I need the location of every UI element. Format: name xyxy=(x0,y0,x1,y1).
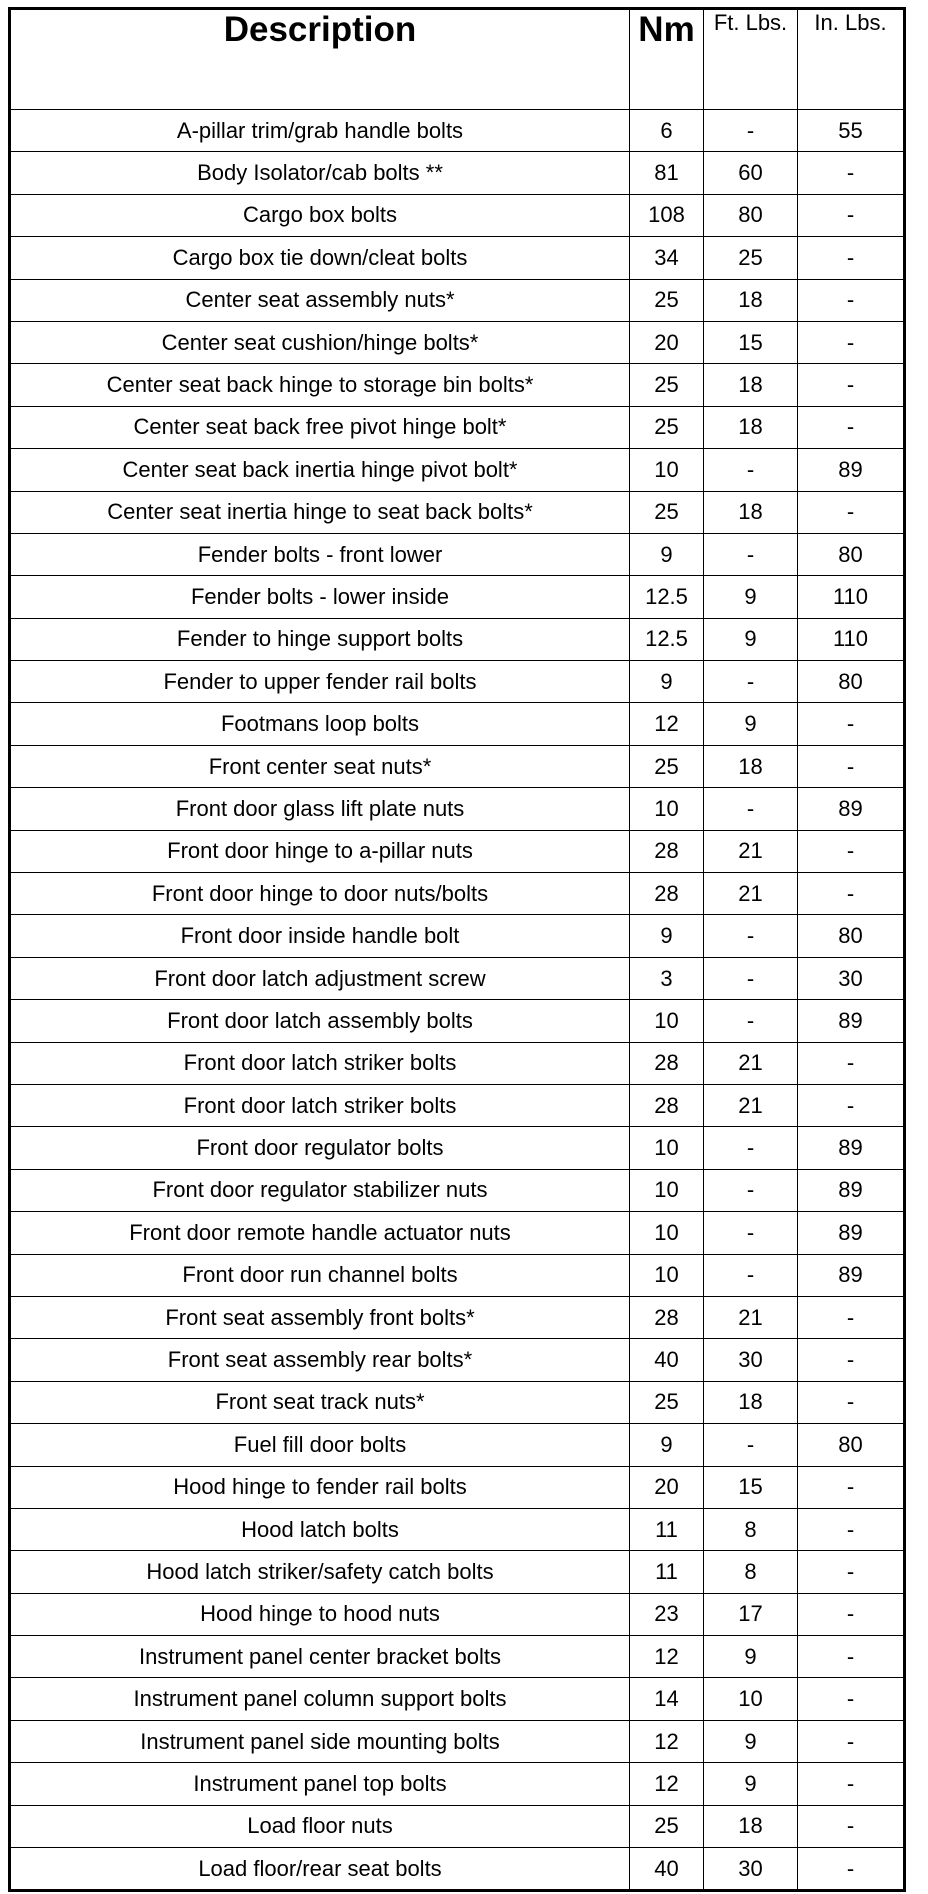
table-row xyxy=(10,1084,905,1126)
cell-ft-lbs: 18 xyxy=(704,745,798,787)
cell-nm: 28 xyxy=(630,1084,704,1126)
cell-in-lbs: 89 xyxy=(798,1169,905,1211)
cell-in-lbs: - xyxy=(798,745,905,787)
cell-nm: 6 xyxy=(630,110,704,152)
cell-description: Front door latch adjustment screw xyxy=(10,957,630,999)
table-row xyxy=(10,1000,905,1042)
cell-in-lbs: - xyxy=(798,1720,905,1762)
cell-in-lbs: - xyxy=(798,1678,905,1720)
cell-nm: 40 xyxy=(630,1848,704,1891)
cell-ft-lbs: 30 xyxy=(704,1339,798,1381)
table-row xyxy=(10,1508,905,1550)
table-row xyxy=(10,1424,905,1466)
cell-description: Cargo box bolts xyxy=(10,194,630,236)
cell-in-lbs: - xyxy=(798,1296,905,1338)
cell-ft-lbs: 17 xyxy=(704,1593,798,1635)
cell-in-lbs: - xyxy=(798,1763,905,1805)
table-row xyxy=(10,1296,905,1338)
cell-description: Front door inside handle bolt xyxy=(10,915,630,957)
header-description: Description xyxy=(10,9,630,110)
cell-in-lbs: 89 xyxy=(798,1254,905,1296)
cell-description: Center seat cushion/hinge bolts* xyxy=(10,321,630,363)
cell-in-lbs: 55 xyxy=(798,110,905,152)
cell-ft-lbs: - xyxy=(704,449,798,491)
cell-ft-lbs: - xyxy=(704,1169,798,1211)
cell-ft-lbs: 25 xyxy=(704,237,798,279)
cell-nm: 9 xyxy=(630,661,704,703)
cell-nm: 9 xyxy=(630,533,704,575)
cell-nm: 25 xyxy=(630,406,704,448)
cell-description: Front seat assembly front bolts* xyxy=(10,1296,630,1338)
table-row xyxy=(10,449,905,491)
cell-nm: 23 xyxy=(630,1593,704,1635)
cell-ft-lbs: 80 xyxy=(704,194,798,236)
torque-spec-table xyxy=(8,7,906,1892)
cell-in-lbs: - xyxy=(798,406,905,448)
cell-in-lbs: - xyxy=(798,1339,905,1381)
cell-nm: 28 xyxy=(630,1042,704,1084)
cell-ft-lbs: 21 xyxy=(704,1296,798,1338)
table-row xyxy=(10,1805,905,1847)
cell-description: Front door hinge to door nuts/bolts xyxy=(10,873,630,915)
cell-in-lbs: - xyxy=(798,1042,905,1084)
cell-in-lbs: - xyxy=(798,703,905,745)
cell-ft-lbs: 9 xyxy=(704,1636,798,1678)
cell-ft-lbs: 8 xyxy=(704,1508,798,1550)
cell-description: Center seat inertia hinge to seat back bolts* xyxy=(10,491,630,533)
table-row xyxy=(10,576,905,618)
cell-in-lbs: - xyxy=(798,1508,905,1550)
cell-description: Instrument panel top bolts xyxy=(10,1763,630,1805)
table-row xyxy=(10,661,905,703)
cell-in-lbs: 89 xyxy=(798,1127,905,1169)
cell-in-lbs: 30 xyxy=(798,957,905,999)
cell-description: Fender to upper fender rail bolts xyxy=(10,661,630,703)
cell-ft-lbs: 21 xyxy=(704,873,798,915)
table-row xyxy=(10,1551,905,1593)
table-row xyxy=(10,110,905,152)
cell-nm: 40 xyxy=(630,1339,704,1381)
table-row xyxy=(10,364,905,406)
table-row xyxy=(10,957,905,999)
table-row xyxy=(10,152,905,194)
cell-in-lbs: - xyxy=(798,1848,905,1891)
table-row xyxy=(10,1042,905,1084)
header-nm: Nm xyxy=(630,9,704,110)
cell-ft-lbs: 15 xyxy=(704,321,798,363)
cell-ft-lbs: 9 xyxy=(704,576,798,618)
cell-in-lbs: - xyxy=(798,1466,905,1508)
cell-nm: 12 xyxy=(630,703,704,745)
cell-ft-lbs: - xyxy=(704,533,798,575)
table-row xyxy=(10,1339,905,1381)
table-row xyxy=(10,788,905,830)
table-row xyxy=(10,1466,905,1508)
table-row xyxy=(10,873,905,915)
cell-description: Center seat back free pivot hinge bolt* xyxy=(10,406,630,448)
cell-nm: 25 xyxy=(630,745,704,787)
cell-ft-lbs: 18 xyxy=(704,1381,798,1423)
table-row xyxy=(10,1636,905,1678)
cell-description: Hood latch bolts xyxy=(10,1508,630,1550)
cell-description: Front seat track nuts* xyxy=(10,1381,630,1423)
cell-description: Hood hinge to fender rail bolts xyxy=(10,1466,630,1508)
cell-ft-lbs: - xyxy=(704,1424,798,1466)
cell-description: Load floor/rear seat bolts xyxy=(10,1848,630,1891)
cell-description: Instrument panel column support bolts xyxy=(10,1678,630,1720)
cell-description: Hood hinge to hood nuts xyxy=(10,1593,630,1635)
table-row xyxy=(10,279,905,321)
cell-in-lbs: 89 xyxy=(798,788,905,830)
cell-ft-lbs: 30 xyxy=(704,1848,798,1891)
table-row xyxy=(10,1848,905,1891)
header-in-lbs: In. Lbs. xyxy=(798,9,905,110)
cell-ft-lbs: 9 xyxy=(704,618,798,660)
cell-nm: 3 xyxy=(630,957,704,999)
cell-ft-lbs: 18 xyxy=(704,1805,798,1847)
cell-nm: 11 xyxy=(630,1508,704,1550)
cell-nm: 9 xyxy=(630,1424,704,1466)
cell-description: Instrument panel side mounting bolts xyxy=(10,1720,630,1762)
cell-description: Center seat back hinge to storage bin bolts* xyxy=(10,364,630,406)
cell-nm: 10 xyxy=(630,1169,704,1211)
cell-in-lbs: 80 xyxy=(798,915,905,957)
cell-nm: 11 xyxy=(630,1551,704,1593)
cell-in-lbs: 80 xyxy=(798,661,905,703)
table-row xyxy=(10,1169,905,1211)
cell-in-lbs: - xyxy=(798,1381,905,1423)
cell-nm: 12 xyxy=(630,1720,704,1762)
cell-in-lbs: 89 xyxy=(798,1000,905,1042)
cell-nm: 25 xyxy=(630,1805,704,1847)
table-row xyxy=(10,915,905,957)
cell-in-lbs: - xyxy=(798,321,905,363)
cell-description: Fuel fill door bolts xyxy=(10,1424,630,1466)
table-row xyxy=(10,745,905,787)
cell-in-lbs: - xyxy=(798,364,905,406)
cell-description: Front door latch assembly bolts xyxy=(10,1000,630,1042)
cell-nm: 10 xyxy=(630,1254,704,1296)
cell-description: Fender bolts - lower inside xyxy=(10,576,630,618)
table-row xyxy=(10,618,905,660)
cell-description: Front door hinge to a-pillar nuts xyxy=(10,830,630,872)
cell-nm: 10 xyxy=(630,788,704,830)
cell-ft-lbs: - xyxy=(704,957,798,999)
cell-nm: 12.5 xyxy=(630,576,704,618)
cell-nm: 25 xyxy=(630,279,704,321)
cell-ft-lbs: - xyxy=(704,1254,798,1296)
cell-description: Center seat assembly nuts* xyxy=(10,279,630,321)
cell-nm: 14 xyxy=(630,1678,704,1720)
cell-ft-lbs: - xyxy=(704,110,798,152)
cell-in-lbs: 89 xyxy=(798,449,905,491)
cell-in-lbs: - xyxy=(798,237,905,279)
table-row xyxy=(10,237,905,279)
table-row xyxy=(10,1127,905,1169)
cell-ft-lbs: 9 xyxy=(704,1720,798,1762)
cell-ft-lbs: 18 xyxy=(704,406,798,448)
cell-ft-lbs: 18 xyxy=(704,364,798,406)
table-row xyxy=(10,1254,905,1296)
cell-description: Front door run channel bolts xyxy=(10,1254,630,1296)
cell-nm: 10 xyxy=(630,1212,704,1254)
cell-nm: 34 xyxy=(630,237,704,279)
cell-in-lbs: - xyxy=(798,1636,905,1678)
cell-nm: 25 xyxy=(630,1381,704,1423)
cell-ft-lbs: 9 xyxy=(704,703,798,745)
cell-nm: 10 xyxy=(630,1127,704,1169)
cell-ft-lbs: 21 xyxy=(704,830,798,872)
cell-ft-lbs: - xyxy=(704,1000,798,1042)
cell-ft-lbs: - xyxy=(704,661,798,703)
table-row xyxy=(10,1593,905,1635)
table-row xyxy=(10,194,905,236)
cell-nm: 28 xyxy=(630,1296,704,1338)
cell-ft-lbs: 21 xyxy=(704,1084,798,1126)
cell-description: Hood latch striker/safety catch bolts xyxy=(10,1551,630,1593)
cell-description: Front door latch striker bolts xyxy=(10,1042,630,1084)
cell-description: Front door glass lift plate nuts xyxy=(10,788,630,830)
table-row xyxy=(10,533,905,575)
cell-in-lbs: 80 xyxy=(798,1424,905,1466)
cell-description: Front door latch striker bolts xyxy=(10,1084,630,1126)
cell-nm: 25 xyxy=(630,491,704,533)
cell-in-lbs: 110 xyxy=(798,576,905,618)
table-body xyxy=(10,110,905,1891)
cell-nm: 12.5 xyxy=(630,618,704,660)
cell-in-lbs: - xyxy=(798,152,905,194)
cell-description: Front center seat nuts* xyxy=(10,745,630,787)
cell-description: Front door remote handle actuator nuts xyxy=(10,1212,630,1254)
cell-description: Footmans loop bolts xyxy=(10,703,630,745)
cell-in-lbs: - xyxy=(798,873,905,915)
cell-ft-lbs: 8 xyxy=(704,1551,798,1593)
cell-nm: 12 xyxy=(630,1636,704,1678)
cell-ft-lbs: - xyxy=(704,1212,798,1254)
cell-description: Cargo box tie down/cleat bolts xyxy=(10,237,630,279)
header-ft-lbs: Ft. Lbs. xyxy=(704,9,798,110)
table-row xyxy=(10,1678,905,1720)
cell-nm: 20 xyxy=(630,1466,704,1508)
cell-in-lbs: - xyxy=(798,1593,905,1635)
table-row xyxy=(10,1381,905,1423)
cell-nm: 25 xyxy=(630,364,704,406)
cell-description: Fender to hinge support bolts xyxy=(10,618,630,660)
table-header-row xyxy=(10,9,905,110)
cell-in-lbs: 89 xyxy=(798,1212,905,1254)
cell-nm: 28 xyxy=(630,830,704,872)
cell-nm: 20 xyxy=(630,321,704,363)
cell-in-lbs: - xyxy=(798,491,905,533)
cell-in-lbs: - xyxy=(798,1084,905,1126)
cell-ft-lbs: 10 xyxy=(704,1678,798,1720)
table-row xyxy=(10,1763,905,1805)
cell-ft-lbs: 15 xyxy=(704,1466,798,1508)
cell-in-lbs: - xyxy=(798,194,905,236)
table-row xyxy=(10,321,905,363)
cell-nm: 10 xyxy=(630,1000,704,1042)
cell-ft-lbs: 60 xyxy=(704,152,798,194)
cell-description: Front door regulator bolts xyxy=(10,1127,630,1169)
cell-nm: 81 xyxy=(630,152,704,194)
cell-description: Body Isolator/cab bolts ** xyxy=(10,152,630,194)
table-row xyxy=(10,830,905,872)
cell-in-lbs: - xyxy=(798,830,905,872)
cell-nm: 28 xyxy=(630,873,704,915)
cell-description: Instrument panel center bracket bolts xyxy=(10,1636,630,1678)
table-row xyxy=(10,491,905,533)
cell-ft-lbs: 18 xyxy=(704,491,798,533)
cell-ft-lbs: 21 xyxy=(704,1042,798,1084)
cell-description: Load floor nuts xyxy=(10,1805,630,1847)
cell-nm: 9 xyxy=(630,915,704,957)
cell-in-lbs: - xyxy=(798,1805,905,1847)
cell-ft-lbs: - xyxy=(704,915,798,957)
table-row xyxy=(10,703,905,745)
table-row xyxy=(10,1212,905,1254)
cell-description: Front seat assembly rear bolts* xyxy=(10,1339,630,1381)
cell-ft-lbs: 18 xyxy=(704,279,798,321)
cell-description: Front door regulator stabilizer nuts xyxy=(10,1169,630,1211)
cell-nm: 108 xyxy=(630,194,704,236)
cell-nm: 10 xyxy=(630,449,704,491)
cell-nm: 12 xyxy=(630,1763,704,1805)
cell-in-lbs: - xyxy=(798,279,905,321)
cell-ft-lbs: - xyxy=(704,1127,798,1169)
cell-in-lbs: - xyxy=(798,1551,905,1593)
cell-description: Center seat back inertia hinge pivot bolt* xyxy=(10,449,630,491)
cell-ft-lbs: 9 xyxy=(704,1763,798,1805)
cell-in-lbs: 110 xyxy=(798,618,905,660)
cell-description: Fender bolts - front lower xyxy=(10,533,630,575)
cell-ft-lbs: - xyxy=(704,788,798,830)
table-row xyxy=(10,1720,905,1762)
table-row xyxy=(10,406,905,448)
cell-in-lbs: 80 xyxy=(798,533,905,575)
cell-description: A-pillar trim/grab handle bolts xyxy=(10,110,630,152)
